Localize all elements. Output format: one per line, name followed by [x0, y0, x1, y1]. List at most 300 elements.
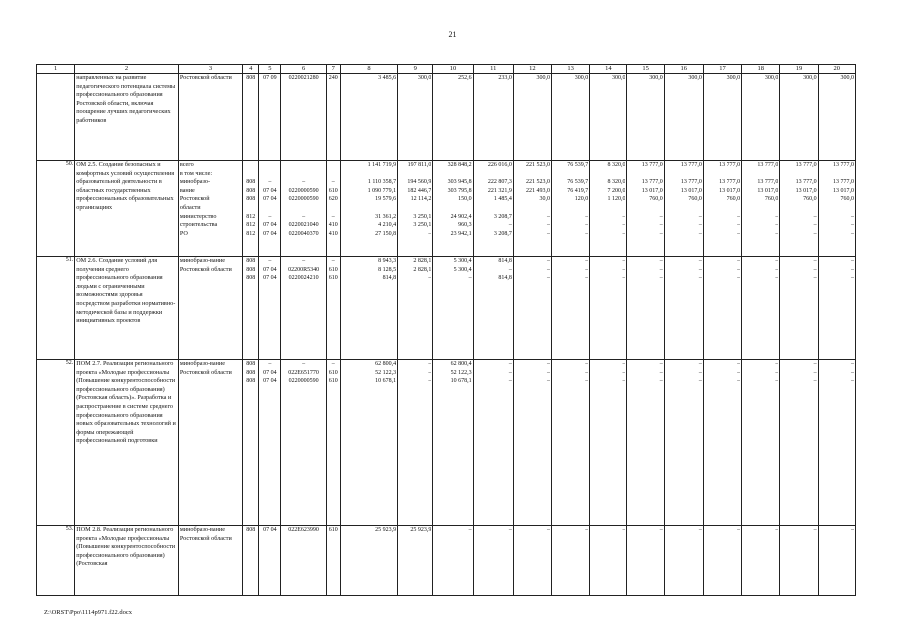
executor-line: вание [179, 186, 195, 194]
cell-value: – [851, 369, 854, 376]
measure-description: ПОМ 2.7. Реализация регионального проекта «Молодые профессионалы (Повышение конкурентоспособности профессионального образования) (Ростовская область)». Разработка и распространение в системе среднего профессионального образования новых образовательных технологий и формы опережающей профессиональной подготовки [75, 360, 179, 526]
cell-value: – [737, 266, 741, 273]
cell-value: – [622, 266, 626, 273]
value-cell [742, 526, 780, 596]
cell-value: – [698, 361, 702, 367]
cell-value: – [775, 275, 779, 282]
cell-value: 4 210,4 [378, 222, 397, 229]
value-cell [398, 257, 433, 360]
cell-value: 07 04 [263, 222, 277, 229]
cell-value: 022E623990 [288, 527, 319, 533]
value-cell [243, 360, 259, 526]
value-cell [281, 74, 326, 161]
cell-value: 0220021280 [288, 75, 319, 81]
table-row [37, 257, 856, 360]
cell-value: 13 777,0 [641, 179, 663, 186]
cell-value: – [659, 369, 663, 376]
value-cell [664, 526, 703, 596]
cell-value: 25 923,9 [375, 527, 397, 533]
cell-value: – [331, 258, 335, 264]
value-cell [473, 161, 513, 257]
cell-value: 197 811,0 [407, 162, 432, 168]
cell-value: 24 902,4 [450, 213, 472, 220]
cell-value [260, 204, 279, 213]
cell-value: – [468, 275, 472, 282]
cell-value [282, 161, 324, 170]
value-cell [664, 257, 703, 360]
measure-description: ПОМ 2.8. Реализация регионального проекта «Молодые профессионалы (Повышение конкурентоспособности профессионального образования) (Ростовская [75, 526, 179, 596]
column-header: 18 [742, 65, 780, 74]
cell-value: – [268, 258, 272, 264]
column-header: 15 [627, 65, 664, 74]
cell-value: 13 777,0 [680, 162, 702, 168]
cell-value: 300,0 [536, 75, 551, 81]
value-cell [433, 257, 473, 360]
value-cell [703, 74, 741, 161]
value-cell [818, 526, 855, 596]
cell-value: – [622, 230, 626, 237]
cell-value: – [659, 222, 663, 229]
cell-value: – [737, 378, 741, 385]
cell-value: – [547, 361, 551, 367]
cell-value: – [659, 275, 663, 282]
value-cell [742, 257, 780, 360]
cell-value: – [585, 369, 589, 376]
value-cell [243, 257, 259, 360]
cell-value: 13 777,0 [833, 162, 854, 168]
cell-value: – [737, 230, 741, 237]
cell-value: – [428, 275, 432, 282]
value-cell [326, 526, 340, 596]
value-cell [340, 257, 397, 360]
cell-value: 62 800,4 [450, 361, 472, 367]
cell-value: – [547, 378, 551, 385]
cell-value [328, 204, 339, 213]
cell-value: 3 250,1 [413, 213, 432, 220]
cell-value: 13 017,0 [833, 187, 854, 194]
cell-value: 300,0 [574, 75, 589, 81]
cell-value: – [547, 527, 551, 533]
value-cell [818, 360, 855, 526]
value-cell [590, 161, 627, 257]
value-cell [703, 360, 741, 526]
cell-value: – [737, 222, 741, 229]
value-cell [742, 360, 780, 526]
executor-line: строительства [179, 221, 218, 229]
value-cell [326, 360, 340, 526]
cell-value: – [698, 378, 702, 385]
cell-value [244, 161, 257, 170]
cell-value [282, 204, 324, 213]
executor-line: минобразо- [179, 178, 211, 186]
cell-value [781, 204, 816, 213]
cell-value: 410 [328, 222, 338, 229]
value-cell [590, 360, 627, 526]
cell-value: 1 485,4 [493, 196, 512, 203]
cell-value: – [775, 527, 779, 533]
cell-value: – [268, 179, 272, 186]
cell-value: – [585, 222, 589, 229]
value-cell [627, 257, 664, 360]
cell-value: – [698, 230, 702, 237]
row-number: 51. [37, 257, 75, 360]
cell-value: 2 828,1 [413, 266, 432, 273]
cell-value: 13 017,0 [641, 187, 663, 194]
value-cell [552, 74, 590, 161]
value-cell [281, 526, 326, 596]
cell-value: 221 321,9 [487, 187, 512, 194]
cell-value: – [622, 213, 626, 220]
cell-value: – [547, 213, 551, 220]
column-header: 9 [398, 65, 433, 74]
value-cell [818, 74, 855, 161]
cell-value: 1 090 779,1 [367, 187, 397, 194]
cell-value: – [302, 258, 306, 264]
cell-value: 960,3 [458, 222, 472, 229]
cell-value: – [547, 258, 551, 264]
column-header: 12 [513, 65, 551, 74]
cell-value: 07 04 [263, 378, 277, 385]
table-row [37, 161, 856, 257]
cell-value: 150,0 [458, 196, 472, 203]
cell-value: 0220040370 [288, 230, 319, 237]
cell-value [743, 204, 778, 213]
cell-value: 1 110 358,7 [367, 179, 397, 186]
cell-value: 812 [246, 222, 256, 229]
cell-value: 300,0 [840, 75, 854, 81]
cell-value: 808 [246, 275, 256, 282]
value-cell [780, 257, 818, 360]
cell-value: – [585, 266, 589, 273]
cell-value: 76 539,7 [567, 179, 589, 186]
cell-value: 07 04 [263, 230, 277, 237]
cell-value: – [775, 369, 779, 376]
cell-value: 760,0 [840, 196, 854, 203]
cell-value: 120,0 [574, 196, 589, 203]
cell-value: 07 09 [263, 75, 277, 81]
value-cell [326, 74, 340, 161]
cell-value: – [813, 378, 817, 385]
cell-value: – [813, 266, 817, 273]
cell-value: – [428, 361, 432, 367]
cell-value: – [622, 275, 626, 282]
cell-value: – [851, 275, 854, 282]
cell-value: 194 560,9 [407, 179, 432, 186]
cell-value: 300,0 [417, 75, 432, 81]
cell-value: 13 777,0 [833, 179, 854, 186]
value-cell [398, 74, 433, 161]
cell-value: 10 678,1 [450, 378, 472, 385]
cell-value: 814,8 [498, 258, 512, 264]
cell-value: 13 777,0 [719, 162, 741, 168]
column-header: 4 [243, 65, 259, 74]
cell-value: – [622, 258, 626, 264]
cell-value: – [737, 258, 741, 264]
table-row [37, 526, 856, 596]
value-cell [259, 161, 281, 257]
cell-value: 760,0 [803, 196, 817, 203]
cell-value: – [813, 222, 817, 229]
cell-value: – [331, 361, 335, 367]
cell-value: – [508, 527, 512, 533]
cell-value: 3 250,1 [413, 222, 432, 229]
cell-value: 13 777,0 [757, 179, 779, 186]
cell-value: 0220024210 [288, 275, 319, 282]
cell-value: 13 777,0 [795, 179, 817, 186]
cell-value: 07 04 [263, 187, 277, 194]
cell-value [282, 170, 324, 179]
cell-value: 0220000590 [288, 378, 319, 385]
cell-value: 812 [246, 213, 256, 220]
cell-value: – [813, 213, 817, 220]
cell-value: – [585, 378, 589, 385]
column-header: 8 [340, 65, 397, 74]
column-header: 7 [326, 65, 340, 74]
cell-value [475, 204, 512, 213]
value-cell [513, 74, 551, 161]
cell-value [515, 170, 550, 179]
cell-value: – [813, 369, 817, 376]
cell-value: 3 208,7 [493, 230, 512, 237]
cell-value: – [698, 266, 702, 273]
cell-value: – [268, 361, 272, 367]
cell-value: 808 [246, 187, 256, 194]
cell-value [705, 170, 740, 179]
cell-value: 76 419,7 [567, 187, 589, 194]
cell-value [434, 204, 471, 213]
cell-value: – [585, 275, 589, 282]
cell-value: 07 04 [263, 196, 277, 203]
cell-value: 07 04 [263, 369, 277, 376]
cell-value: – [659, 213, 663, 220]
value-cell [818, 257, 855, 360]
value-cell [326, 257, 340, 360]
cell-value: 8 320,0 [607, 179, 626, 186]
cell-value: – [775, 266, 779, 273]
cell-value: – [659, 527, 663, 533]
cell-value: 303 945,8 [447, 179, 472, 186]
value-cell [552, 360, 590, 526]
cell-value: – [851, 361, 854, 367]
executor: минобразо-вание Ростовской области [178, 257, 242, 360]
cell-value [705, 204, 740, 213]
cell-value: 13 017,0 [719, 187, 741, 194]
cell-value: 3 485,6 [378, 75, 397, 81]
cell-value: 760,0 [649, 196, 663, 203]
cell-value: – [698, 213, 702, 220]
cell-value: 610 [328, 527, 338, 533]
cell-value [628, 170, 662, 179]
cell-value: 303 795,8 [447, 187, 472, 194]
row-number: 50. [37, 161, 75, 257]
cell-value: 5 300,4 [453, 266, 472, 273]
measure-description: ОМ 2.5. Создание безопасных и комфортных условий осуществления образовательной деятельности в областных государственных профессиональных образовательных организациях [75, 161, 179, 257]
cell-value: – [698, 258, 702, 264]
executor-line: Ростовской [179, 195, 210, 203]
value-cell [552, 526, 590, 596]
value-cell [780, 360, 818, 526]
row-number [37, 74, 75, 161]
cell-value: 808 [246, 369, 256, 376]
cell-value: – [622, 361, 626, 367]
cell-value: 07 04 [263, 275, 277, 282]
column-header: 19 [780, 65, 818, 74]
cell-value [328, 161, 339, 170]
cell-value [553, 204, 588, 213]
cell-value: 13 777,0 [719, 179, 741, 186]
cell-value: 760,0 [726, 196, 741, 203]
executor: минобразо-вание Ростовской области [178, 360, 242, 526]
value-cell [590, 74, 627, 161]
value-cell [259, 257, 281, 360]
cell-value: 808 [246, 179, 256, 186]
cell-value [260, 170, 279, 179]
cell-value: 610 [328, 369, 338, 376]
cell-value: – [851, 230, 854, 237]
cell-value: 8 128,5 [378, 266, 397, 273]
value-cell [590, 257, 627, 360]
cell-value: – [813, 258, 817, 264]
value-cell [627, 161, 664, 257]
cell-value: 808 [246, 361, 256, 367]
value-cell [627, 526, 664, 596]
cell-value: 1 141 719,9 [367, 162, 397, 168]
value-cell [433, 74, 473, 161]
cell-value: – [302, 213, 306, 220]
cell-value: – [585, 258, 589, 264]
cell-value: – [851, 527, 854, 533]
cell-value: – [851, 266, 854, 273]
cell-value: 808 [246, 75, 256, 81]
cell-value [515, 204, 550, 213]
cell-value: 814,8 [382, 275, 397, 282]
cell-value [820, 170, 854, 179]
cell-value: 13 017,0 [795, 187, 817, 194]
cell-value: 300,0 [611, 75, 626, 81]
file-path-footer: Z:\ORST\Ppo\1114p971.f22.docx [44, 609, 132, 616]
executor-line: области [179, 203, 201, 211]
cell-value [342, 170, 396, 179]
cell-value [743, 170, 778, 179]
cell-value: 760,0 [688, 196, 702, 203]
cell-value: 0220000590 [288, 196, 319, 203]
value-cell [243, 161, 259, 257]
value-cell [259, 360, 281, 526]
column-header: 10 [433, 65, 473, 74]
cell-value: – [508, 222, 512, 229]
cell-value: – [775, 222, 779, 229]
column-number-row [37, 65, 856, 74]
value-cell [340, 161, 397, 257]
column-header: 17 [703, 65, 741, 74]
cell-value: – [508, 266, 512, 273]
cell-value: 610 [328, 275, 338, 282]
cell-value: – [851, 222, 854, 229]
cell-value: – [428, 378, 432, 385]
cell-value: – [622, 369, 626, 376]
cell-value: – [547, 266, 551, 273]
cell-value: 300,0 [649, 75, 663, 81]
value-cell [281, 257, 326, 360]
cell-value: – [547, 369, 551, 376]
cell-value: 240 [328, 75, 338, 81]
cell-value [342, 204, 396, 213]
cell-value: 814,8 [498, 275, 512, 282]
value-cell [780, 161, 818, 257]
column-header: 20 [818, 65, 855, 74]
value-cell [433, 360, 473, 526]
cell-value: – [775, 230, 779, 237]
cell-value: 808 [246, 258, 256, 264]
cell-value: 0220000590 [288, 187, 319, 194]
value-cell [340, 526, 397, 596]
cell-value [260, 161, 279, 170]
value-cell [664, 360, 703, 526]
cell-value: – [585, 527, 589, 533]
value-cell [243, 74, 259, 161]
value-cell [473, 257, 513, 360]
cell-value: – [737, 361, 741, 367]
cell-value: – [851, 258, 854, 264]
executor [178, 161, 242, 257]
cell-value: – [698, 369, 702, 376]
cell-value: – [737, 275, 741, 282]
cell-value: – [737, 369, 741, 376]
cell-value: – [622, 527, 626, 533]
value-cell [627, 74, 664, 161]
cell-value: – [331, 213, 335, 220]
cell-value: 13 777,0 [680, 179, 702, 186]
cell-value: 808 [246, 266, 256, 273]
cell-value: 300,0 [688, 75, 702, 81]
table-body [37, 74, 856, 596]
column-header: 3 [178, 65, 242, 74]
value-cell [281, 360, 326, 526]
cell-value: – [659, 361, 663, 367]
cell-value: 233,0 [498, 75, 512, 81]
cell-value: 222 807,3 [487, 179, 512, 186]
value-cell [742, 74, 780, 161]
value-cell [473, 526, 513, 596]
cell-value: – [547, 222, 551, 229]
cell-value: 07 04 [263, 266, 277, 273]
cell-value [666, 170, 702, 179]
executor-line: в том числе: [179, 169, 213, 177]
cell-value: – [268, 213, 272, 220]
cell-value: – [428, 369, 432, 376]
cell-value: – [737, 527, 741, 533]
cell-value: – [659, 378, 663, 385]
value-cell [243, 526, 259, 596]
cell-value: 02200R5340 [288, 266, 320, 273]
cell-value: 1 120,0 [607, 196, 626, 203]
cell-value: 022E651770 [288, 369, 319, 376]
cell-value: 808 [246, 378, 256, 385]
cell-value: 300,0 [764, 75, 779, 81]
value-cell [513, 161, 551, 257]
cell-value: – [813, 361, 817, 367]
column-header: 5 [259, 65, 281, 74]
cell-value: 8 943,3 [378, 258, 397, 264]
cell-value: 7 200,0 [607, 187, 626, 194]
column-header: 14 [590, 65, 627, 74]
cell-value: – [547, 230, 551, 237]
cell-value [434, 170, 471, 179]
value-cell [552, 257, 590, 360]
value-cell [513, 257, 551, 360]
cell-value [475, 170, 512, 179]
cell-value: – [585, 361, 589, 367]
